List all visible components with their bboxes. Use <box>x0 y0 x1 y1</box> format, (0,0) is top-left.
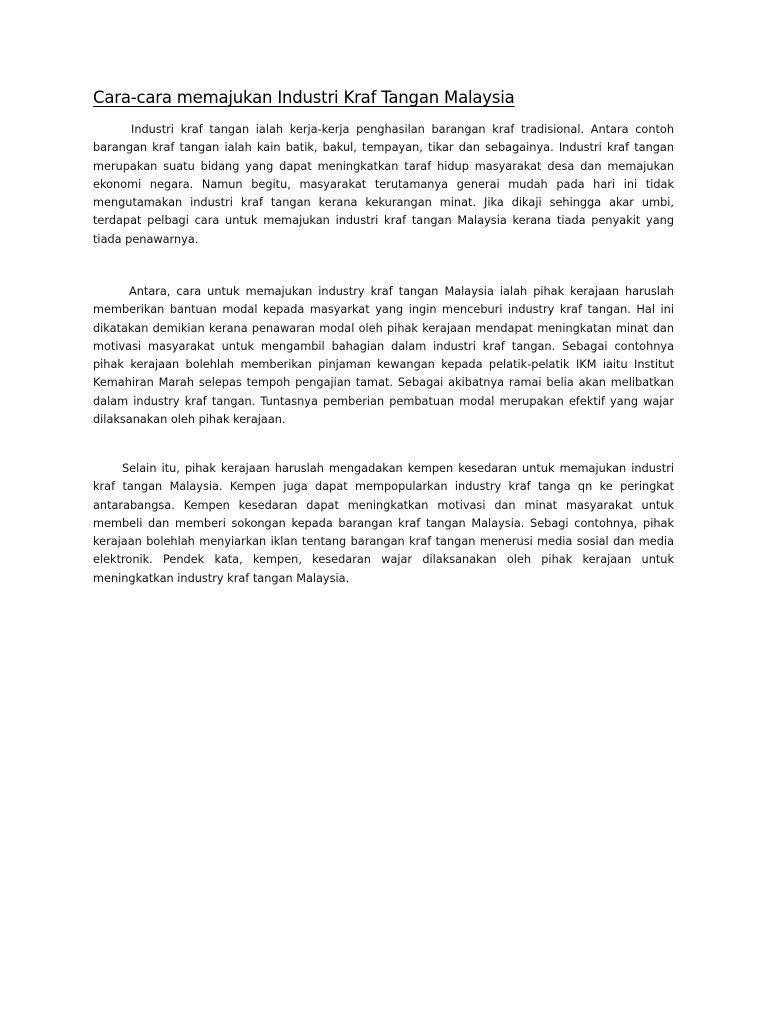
paragraph-point-two: Selain itu, pihak kerajaan haruslah mengadakan kempen kesedaran untuk memajukan industri kraf tangan Malaysia. Kempen juga dapat mempopularkan industry kraf tanga qn ke peringkat antarabangsa. Kempen kesedaran dapat meningkatkan motivasi dan minat masyarakat untuk membeli dan memberi sokongan kepada barangan kraf tangan Malaysia. Sebagi contohnya, pihak kerajaan bolehlah menyiarkan iklan tentang barangan kraf tangan menerusi media sosial dan media elektronik. Pendek kata, kempen, kesedaran wajar dilaksanakan oleh pihak kerajaan untuk meningkatkan industry kraf tangan Malaysia. <box>93 462 674 585</box>
paragraph-introduction: Industri kraf tangan ialah kerja-kerja penghasilan barangan kraf tradisional. Antara contoh barangan kraf tangan ialah kain batik, bakul, tempayan, tikar dan sebagainya. Industri kraf tangan merupakan suatu bidang yang dapat meningkatkan taraf hidup masyarakat desa dan memajukan ekonomi negara. Namun begitu, masyarakat terutamanya generai mudah pada hari ini tidak mengutamakan industri kraf tangan kerana kekurangan minat. Jika dikaji sehingga akar umbi, terdapat pelbagi cara untuk memajukan industri kraf tangan Malaysia kerana tiada penyakit yang tiada penawarnya. <box>93 123 674 246</box>
paragraph-point-one: Antara, cara untuk memajukan industry kraf tangan Malaysia ialah pihak kerajaan haruslah memberikan bantuan modal kepada masyarkat yang ingin menceburi industry kraf tangan. Hal ini dikatakan demikian kerana penawaran modal oleh pihak kerajaan mendapat meningkatan minat dan motivasi masyarakat untuk mengambil bahagian dalam industri kraf tangan. Sebagai contohnya pihak kerajaan bolehlah memberikan pinjaman kewangan kepada pelatik-pelatik IKM iaitu Institut Kemahiran Marah selepas tempoh pengajian tamat. Sebagai akibatnya ramai belia akan melibatkan dalam industry kraf tangan. Tuntasnya pemberian pembatuan modal merupakan efektif yang wajar dilaksanakan oleh pihak kerajaan. <box>93 285 674 427</box>
document-title: Cara-cara memajukan Industri Kraf Tangan Malaysia <box>93 88 515 107</box>
